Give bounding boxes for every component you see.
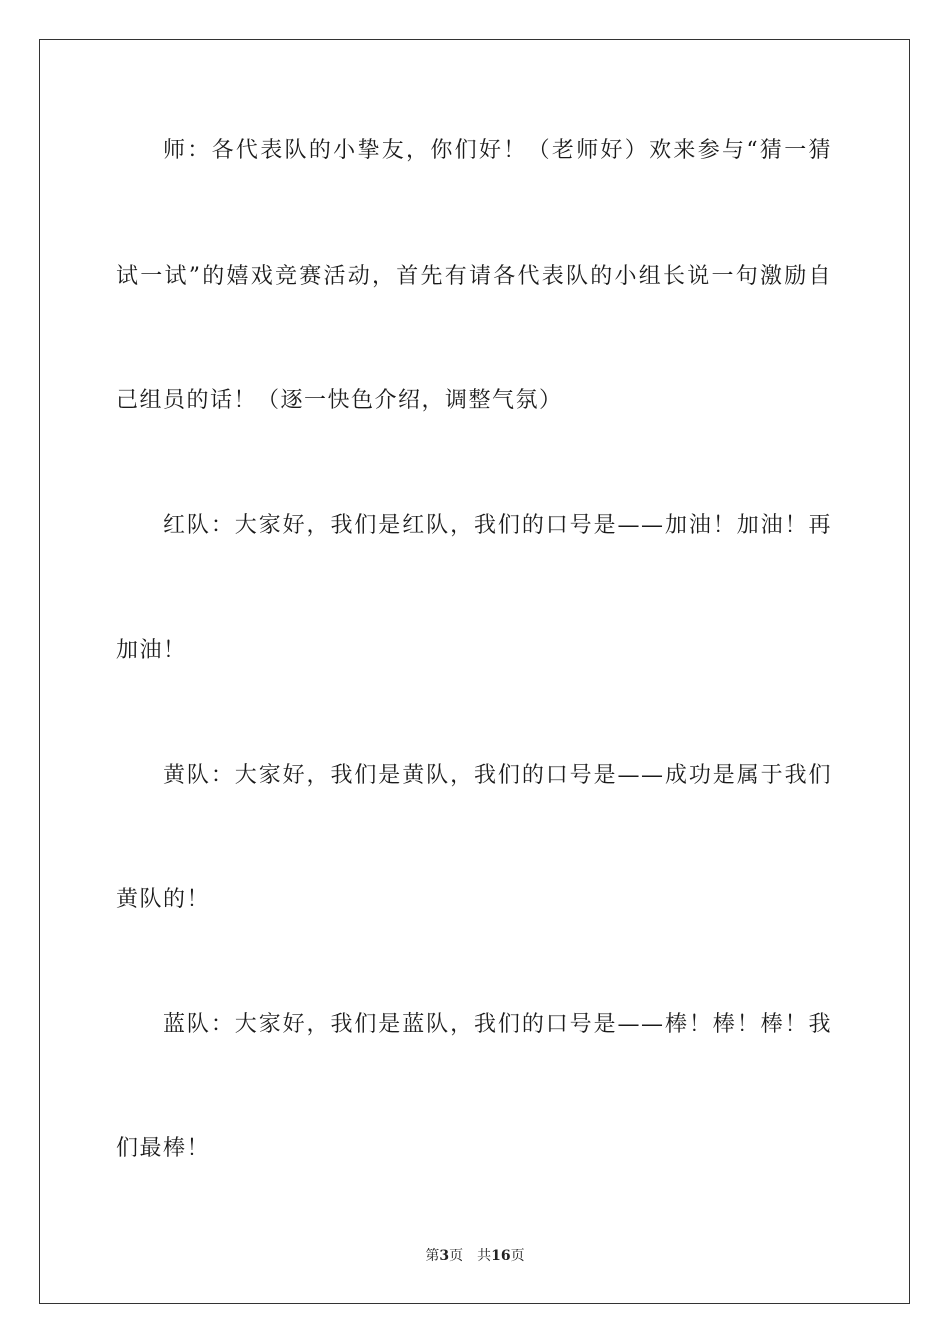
footer-total-suffix: 页 <box>510 1248 525 1264</box>
paragraph-line: 蓝队：大家好，我们是蓝队，我们的口号是——棒！棒！棒！我 <box>163 1012 832 1037</box>
footer-page-total: 16 <box>491 1248 511 1264</box>
paragraph-line: 师：各代表队的小挚友，你们好！（老师好）欢来参与“猜一猜 <box>163 138 832 163</box>
footer-page-prefix: 第 <box>425 1248 440 1264</box>
paragraph-line: 加油！ <box>116 638 187 663</box>
paragraph-line: 黄队：大家好，我们是黄队，我们的口号是——成功是属于我们 <box>163 763 832 788</box>
paragraph-line: 们最棒！ <box>116 1136 211 1161</box>
footer-page-suffix: 页 <box>449 1248 464 1264</box>
footer-page-current: 3 <box>439 1248 450 1264</box>
paragraph-line: 黄队的！ <box>116 887 211 912</box>
footer-total-prefix: 共 <box>477 1248 492 1264</box>
paragraph-line: 试一试”的嬉戏竞赛活动，首先有请各代表队的小组长说一句激励自 <box>116 264 832 289</box>
paragraph-line: 红队：大家好，我们是红队，我们的口号是——加油！加油！再 <box>163 513 832 538</box>
paragraph-line: 己组员的话！（逐一快色介绍，调整气氛） <box>116 388 563 413</box>
page-border <box>39 39 910 1304</box>
page-footer <box>0 1247 950 1265</box>
